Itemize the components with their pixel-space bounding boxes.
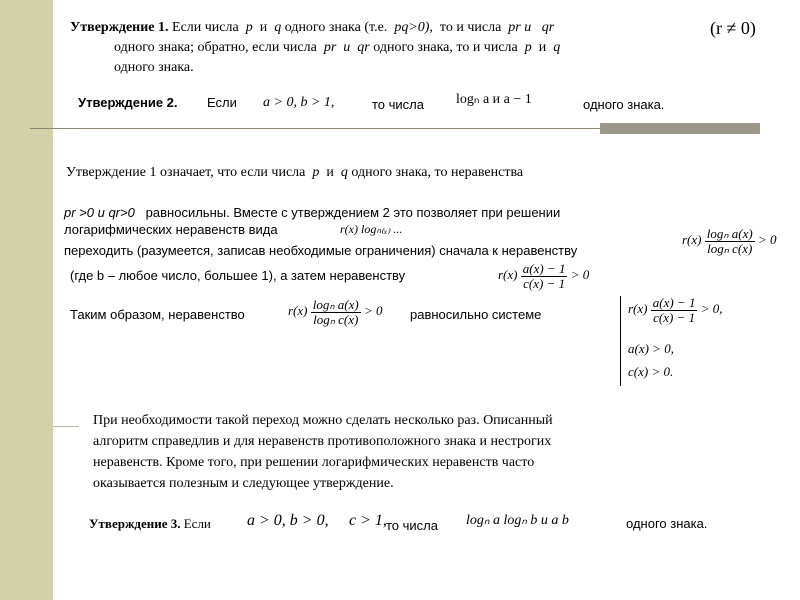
var-q: q bbox=[340, 165, 348, 180]
formula-ratio-logs bbox=[682, 227, 777, 255]
text: и bbox=[538, 40, 547, 55]
paragraph-4-line-2: алгоритм справедлив и для неравенств противоположного знака и нестрогих bbox=[93, 434, 552, 449]
paragraph-2-line-2: логарифмических неравенств вида bbox=[64, 222, 278, 237]
paragraph-4-line-4: оказывается полезным и следующее утверждение. bbox=[93, 476, 394, 491]
paragraph-2-line-4: (где b – любое число, большее 1), а затем неравенству bbox=[70, 268, 406, 283]
paragraph-1 bbox=[66, 165, 523, 181]
statement-3-then: то числа bbox=[386, 518, 438, 533]
statement-2-expression: logₙ a и a − 1 bbox=[456, 92, 532, 107]
text: одного знака (т.е. bbox=[284, 20, 388, 35]
statement-2-then: то числа bbox=[372, 97, 424, 112]
var-pr: pr bbox=[508, 20, 521, 35]
numerator: logₙ a(x) bbox=[706, 226, 753, 241]
formula-ratio-minus1 bbox=[498, 262, 589, 290]
text: и bbox=[326, 165, 334, 180]
var-q: q bbox=[553, 40, 561, 55]
formula-r-neq-0: (r ≠ 0) bbox=[710, 18, 756, 38]
fraction bbox=[651, 296, 698, 324]
statement-2-end: одного знака. bbox=[583, 97, 665, 112]
text: r(x) bbox=[498, 267, 518, 283]
text: Если числа bbox=[172, 20, 239, 35]
system-line-2: a(x) > 0, bbox=[628, 341, 674, 356]
text: > 0, bbox=[700, 301, 723, 317]
text: Утверждение 1 означает, что если числа bbox=[66, 165, 306, 180]
statement-2-if: Если bbox=[207, 95, 237, 110]
text: Если bbox=[183, 516, 211, 531]
text: одного знака, то и числа bbox=[373, 40, 518, 55]
statement-3-end: одного знака. bbox=[626, 516, 708, 531]
statement-3-expression: logₙ a logₙ b и a b bbox=[466, 513, 569, 528]
inequalities: pr >0 и qr>0 bbox=[64, 205, 135, 220]
statement-1-line-3: одного знака. bbox=[114, 60, 194, 75]
left-sidebar-strip bbox=[0, 0, 53, 600]
text: одного знака; обратно, если числа bbox=[114, 40, 317, 55]
statement-3-title: Утверждение 3. bbox=[89, 516, 181, 531]
statement-2-condition: a > 0, b > 1, bbox=[263, 95, 335, 110]
var-qr: qr bbox=[541, 20, 555, 35]
section-divider-block bbox=[600, 123, 760, 134]
text: r(x) bbox=[288, 303, 308, 319]
numerator: logₙ a(x) bbox=[312, 297, 359, 312]
var-p: p bbox=[245, 20, 253, 35]
paragraph-2-line-3: переходить (разумеется, записав необходимые ограничения) сначала к неравенству bbox=[64, 243, 578, 258]
system-brace bbox=[620, 296, 627, 386]
fraction bbox=[705, 227, 755, 255]
numerator: a(x) − 1 bbox=[652, 295, 696, 310]
text: то и числа bbox=[439, 20, 502, 35]
paragraph-3-equiv: равносильно системе bbox=[410, 307, 542, 322]
statement-1-line-2 bbox=[114, 40, 560, 56]
statement-3-header bbox=[89, 516, 211, 532]
var-q: q bbox=[274, 20, 282, 35]
condition-pq: pq>0), bbox=[394, 20, 433, 35]
var-p: p bbox=[312, 165, 320, 180]
statement-3-condition-2: c > 1, bbox=[349, 512, 387, 529]
text: > 0 bbox=[363, 303, 383, 319]
system-line-3: c(x) > 0. bbox=[628, 364, 674, 379]
section-divider bbox=[30, 128, 600, 129]
text: и bbox=[259, 20, 268, 35]
paragraph-4-line-3: неравенств. Кроме того, при решении логарифмических неравенств часто bbox=[93, 455, 535, 470]
var-p: p bbox=[524, 40, 532, 55]
paragraph-3-text: Таким образом, неравенство bbox=[70, 307, 245, 322]
text: > 0 bbox=[570, 267, 590, 283]
sidebar-tick bbox=[53, 426, 79, 427]
system-line-1 bbox=[628, 296, 722, 324]
text: r(x) bbox=[682, 232, 702, 248]
statement-1-title: Утверждение 1. bbox=[70, 20, 169, 35]
fraction bbox=[311, 298, 361, 326]
var-pr: pr bbox=[323, 40, 337, 55]
var-qr: qr bbox=[357, 40, 370, 55]
text: и bbox=[524, 20, 532, 35]
text: > 0 bbox=[757, 232, 777, 248]
denominator: c(x) − 1 bbox=[653, 309, 696, 325]
paragraph-2-line-1 bbox=[64, 205, 560, 220]
denominator: c(x) − 1 bbox=[523, 275, 566, 291]
denominator: logₙ c(x) bbox=[313, 311, 359, 327]
formula-inequality bbox=[288, 298, 383, 326]
text: и bbox=[343, 40, 351, 55]
formula-inline-log: r(x) logₙ₍ₓ₎ ... bbox=[340, 222, 403, 236]
fraction bbox=[521, 262, 568, 290]
paragraph-4-line-1: При необходимости такой переход можно сделать несколько раз. Описанный bbox=[93, 413, 553, 428]
text: равносильны. Вместе с утверждением 2 это позволяет при решении bbox=[145, 205, 561, 220]
text: одного знака, то неравенства bbox=[351, 165, 524, 180]
numerator: a(x) − 1 bbox=[522, 261, 566, 276]
statement-3-condition: a > 0, b > 0, bbox=[247, 512, 329, 529]
denominator: logₙ c(x) bbox=[707, 240, 753, 256]
statement-1-line-1 bbox=[70, 20, 554, 36]
text: r(x) bbox=[628, 301, 648, 317]
statement-2-title: Утверждение 2. bbox=[78, 95, 178, 110]
